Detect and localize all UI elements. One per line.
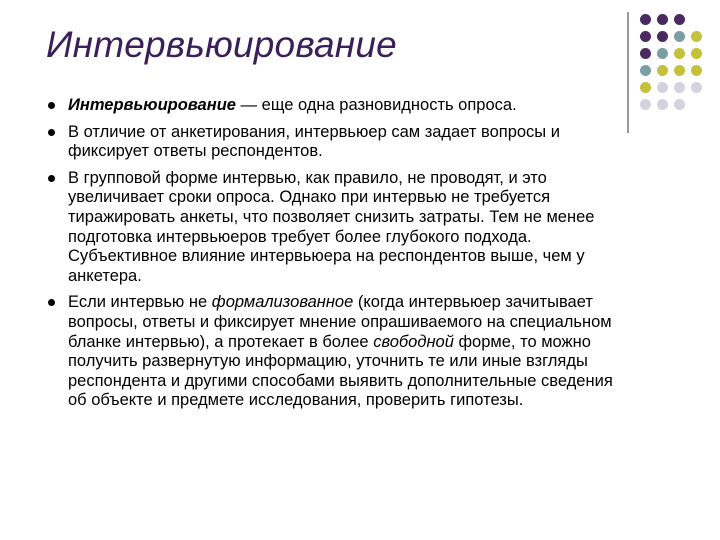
decorative-dot	[657, 48, 668, 59]
decorative-dot	[640, 99, 651, 110]
decorative-dot	[674, 48, 685, 59]
decorative-dot	[674, 82, 685, 93]
bullet-item	[48, 123, 628, 162]
bullet-list	[48, 96, 628, 418]
decorative-dot	[640, 14, 651, 25]
decorative-dot	[657, 31, 668, 42]
bullet-text: форме, то можно получить развернутую информацию, уточнить те или иные взгляды респондента и другими способами выявить дополнительные сведения об объекте и предмете исследования, проверить гипотезы.	[68, 332, 613, 410]
bullet-text: (когда интервьюер зачитывает вопросы, ответы и фиксирует мнение опрашиваемого на специальном бланке интервью), а протекает в более	[68, 293, 612, 351]
decorative-dot	[640, 31, 651, 42]
decorative-dot	[640, 82, 651, 93]
decorative-dot	[640, 65, 651, 76]
decorative-dot	[691, 48, 702, 59]
decorative-dot	[691, 82, 702, 93]
bullet-text: В групповой форме интервью, как правило, не проводят, и это увеличивает сроки опроса. Однако при интервью не требуется тиражировать анкеты, что позволяет снизить затраты. Тем не менее подготовка интервьюеров требует более глубокого подхода. Субъективное влияние интервьюера на респондентов выше, чем у анкетера.	[68, 168, 595, 285]
bullet-text: В отличие от анкетирования, интервьюер сам задает вопросы и фиксирует ответы респондентов.	[68, 122, 560, 161]
bullet-text: — еще одна разновидность опроса.	[235, 96, 517, 114]
bullet-item	[48, 96, 628, 116]
bullet-item	[48, 293, 628, 411]
emphasis-text: формализованное	[211, 293, 354, 312]
decorative-dot-grid	[640, 14, 712, 118]
decorative-dot	[691, 31, 702, 42]
decorative-dot	[674, 14, 685, 25]
decorative-dot	[691, 65, 702, 76]
decorative-dot	[657, 82, 668, 93]
decorative-dot	[674, 99, 685, 110]
decorative-dot	[640, 48, 651, 59]
bullet-item	[48, 169, 628, 287]
decorative-dot	[657, 99, 668, 110]
emphasis-text: свободной	[373, 332, 454, 351]
decorative-dot	[657, 65, 668, 76]
slide-title: Интервьюирование	[46, 24, 397, 65]
decorative-dot	[674, 65, 685, 76]
bullet-text: Если интервью не	[68, 293, 212, 312]
decorative-dot	[657, 14, 668, 25]
term-bold: Интервьюирование	[68, 96, 236, 114]
decorative-dot	[674, 31, 685, 42]
